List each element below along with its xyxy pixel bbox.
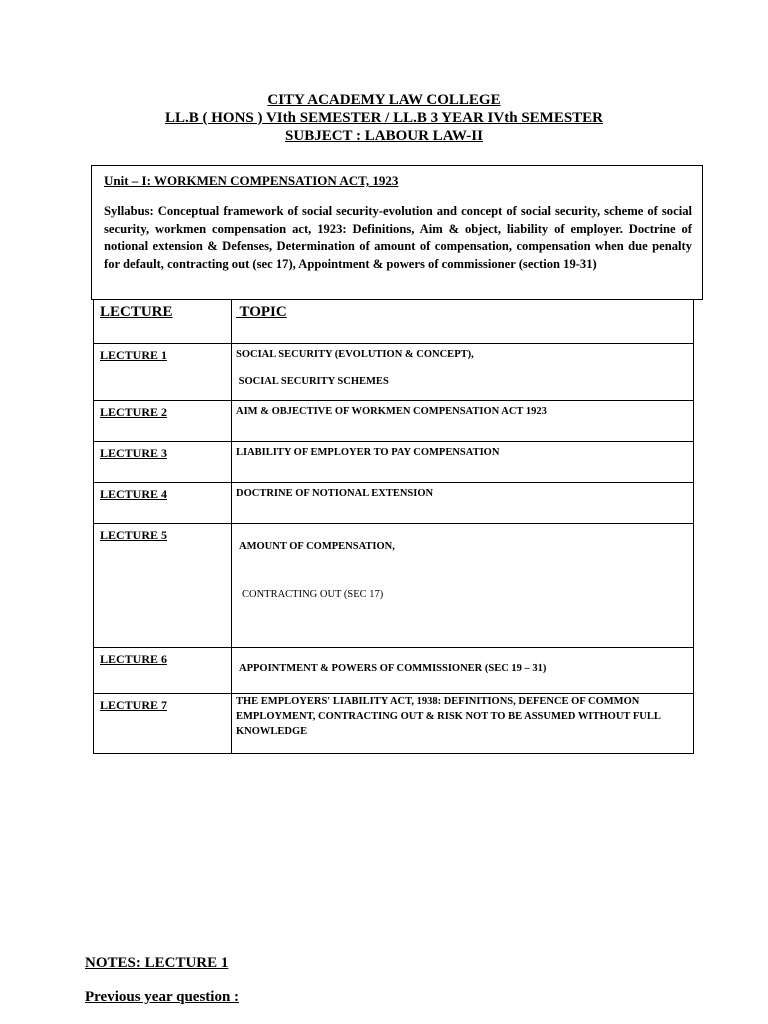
notes-heading: NOTES: LECTURE 1	[85, 955, 229, 971]
previous-year-question-heading: Previous year question :	[85, 989, 240, 1005]
lecture-table	[93, 295, 694, 754]
topic-text: DOCTRINE OF NOTIONAL EXTENSION	[236, 488, 434, 499]
subject-line: SUBJECT : LABOUR LAW-II	[285, 128, 483, 144]
table-row	[94, 442, 694, 483]
table-row	[94, 401, 694, 442]
table-row	[94, 524, 694, 648]
topic-text: SOCIAL SECURITY SCHEMES	[236, 376, 389, 387]
column-header-topic: TOPIC	[236, 304, 287, 320]
lecture-label: LECTURE 1	[100, 348, 168, 362]
table-row	[94, 344, 694, 401]
topic-text: CONTRACTING OUT (SEC 17)	[242, 589, 384, 600]
syllabus-text: Syllabus: Conceptual framework of social security-evolution and concept of social security, scheme of social security, workmen compensation act, 1923: Definitions, Aim & object, liability of employer. Doctrine of notional extension & Defenses, Determination of amount of compensation, compensation when due penalty for default, contracting out (sec 17), Appointment & powers of commissioner (section 19-31)	[104, 204, 692, 271]
course-line: LL.B ( HONS ) VIth SEMESTER / LL.B 3 YEAR IVth SEMESTER	[164, 110, 604, 126]
table-row	[94, 648, 694, 694]
lecture-label: LECTURE 7	[100, 698, 168, 712]
table-row	[94, 694, 694, 754]
topic-text: LIABILITY OF EMPLOYER TO PAY COMPENSATION	[236, 447, 500, 458]
topic-text: AMOUNT OF COMPENSATION,	[239, 541, 395, 552]
lecture-label: LECTURE 6	[100, 652, 168, 666]
lecture-label: LECTURE 5	[100, 528, 168, 542]
lecture-label: LECTURE 2	[100, 405, 168, 419]
unit-title: Unit – I: WORKMEN COMPENSATION ACT, 1923	[104, 173, 399, 188]
table-header-row	[94, 296, 694, 344]
table-row	[94, 483, 694, 524]
topic-text: THE EMPLOYERS' LIABILITY ACT, 1938: DEFINITIONS, DEFENCE OF COMMON EMPLOYMENT, CONTRACTING OUT & RISK NOT TO BE ASSUMED WITHOUT FULL KNOWLEDGE	[236, 696, 661, 737]
topic-text: APPOINTMENT & POWERS OF COMMISSIONER (SEC 19 – 31)	[239, 663, 547, 674]
topic-text: AIM & OBJECTIVE OF WORKMEN COMPENSATION ACT 1923	[236, 406, 547, 417]
document-header	[0, 91, 768, 145]
lecture-label: LECTURE 4	[100, 487, 168, 501]
column-header-lecture: LECTURE	[100, 304, 173, 320]
college-name: CITY ACADEMY LAW COLLEGE	[267, 92, 501, 108]
lecture-label: LECTURE 3	[100, 446, 168, 460]
topic-text: SOCIAL SECURITY (EVOLUTION & CONCEPT),	[236, 349, 474, 360]
unit-box	[91, 165, 703, 300]
